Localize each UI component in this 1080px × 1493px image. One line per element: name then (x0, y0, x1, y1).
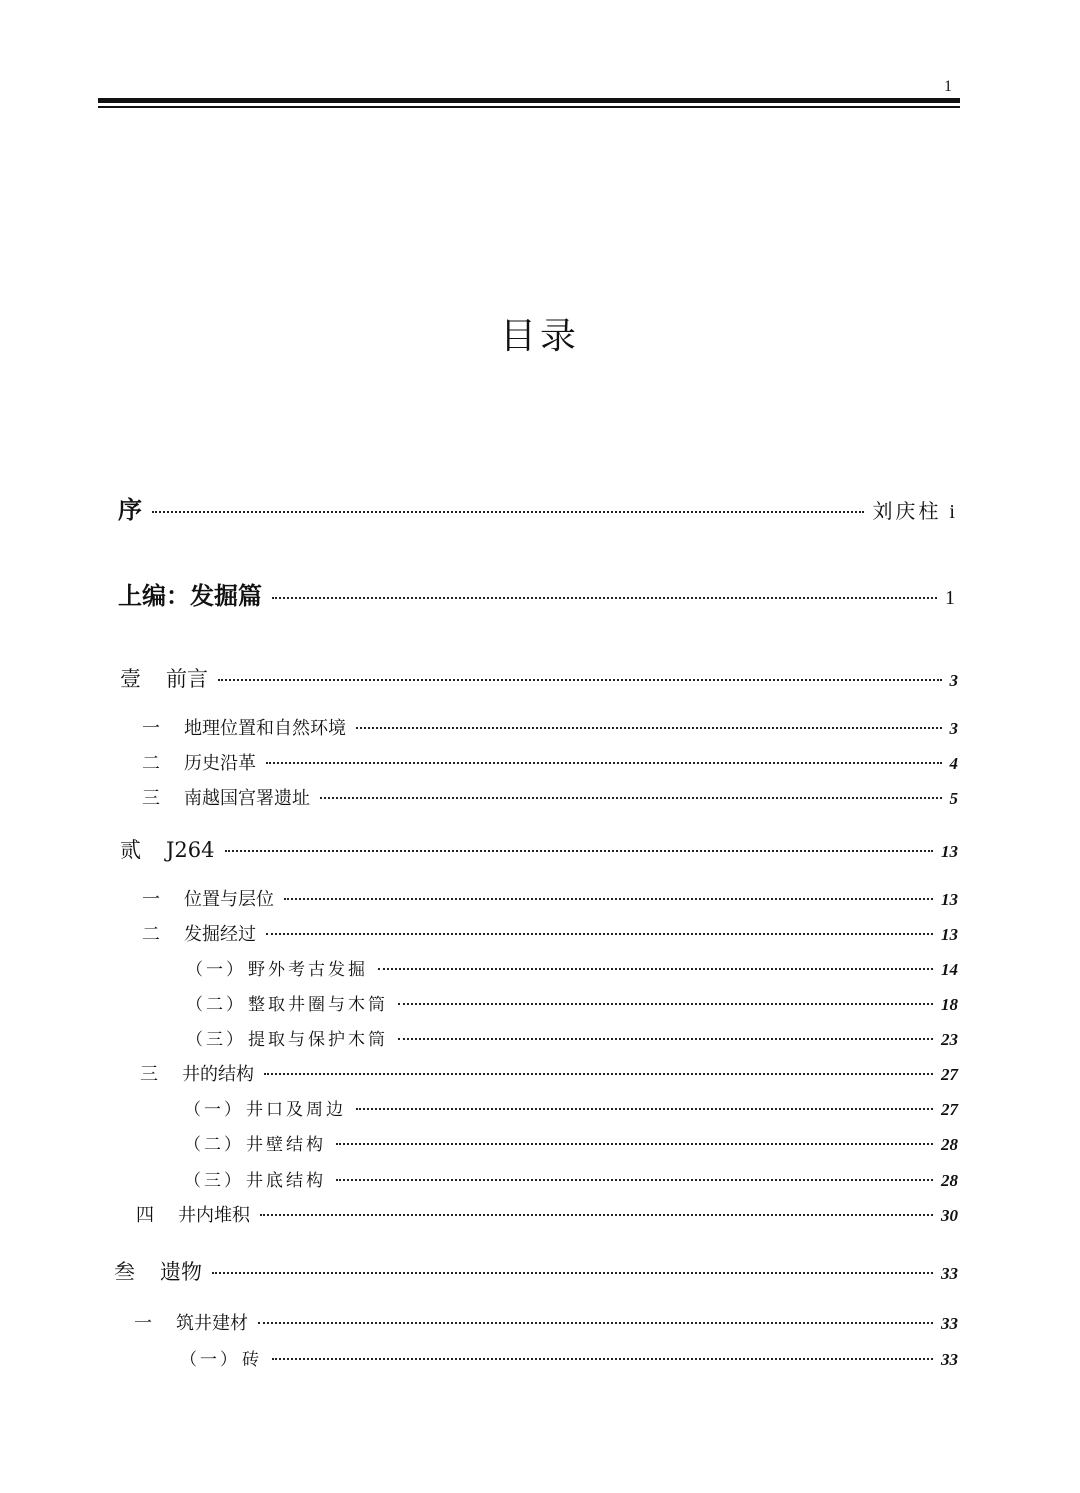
toc-entry-number: 二 (142, 924, 160, 945)
toc-entry-title: 遗物 (160, 1260, 202, 1284)
toc-entry-title: 井内堆积 (178, 1205, 250, 1226)
toc-entry[interactable] (114, 1256, 958, 1286)
toc-entry-number: （二） (186, 995, 246, 1015)
toc-entry-number: （三） (184, 1171, 244, 1191)
toc-dot-leader (258, 1322, 933, 1324)
toc-entry[interactable] (180, 1345, 958, 1370)
toc-entry[interactable] (136, 1201, 958, 1227)
toc-entry-number: （一） (180, 1350, 240, 1370)
toc-entry-title: 井的结构 (182, 1064, 254, 1085)
toc-entry-number: （一） (184, 1100, 244, 1120)
toc-entry-page: 14 (941, 960, 958, 979)
toc-entry-number: 一 (134, 1313, 152, 1334)
toc-entry[interactable] (118, 490, 958, 525)
header-rule-thin (98, 106, 960, 108)
toc-entry-number: （一） (186, 960, 246, 980)
toc-entry-title: 位置与层位 (184, 889, 274, 910)
toc-entry[interactable] (142, 749, 958, 775)
toc-entry-title: 南越国宫署遗址 (184, 788, 310, 809)
toc-entry-title: 井壁结构 (246, 1135, 326, 1155)
toc-entry-page: 3 (949, 719, 958, 738)
toc-entry-title: 发掘经过 (184, 924, 256, 945)
toc-dot-leader (225, 850, 933, 852)
toc-entry[interactable] (140, 1060, 958, 1086)
toc-entry-page: 28 (941, 1135, 958, 1154)
toc-entry-page: 30 (941, 1206, 958, 1225)
header-rule-thick (98, 98, 960, 103)
toc-entry-number: 四 (136, 1205, 154, 1226)
toc-entry-page: 28 (941, 1171, 958, 1190)
toc-entry[interactable] (186, 990, 958, 1015)
toc-entry-page: 4 (949, 754, 958, 773)
toc-entry-number: 三 (140, 1064, 158, 1085)
toc-entry[interactable] (184, 1130, 958, 1155)
toc-entry-title: 野外考古发掘 (248, 960, 368, 980)
toc-dot-leader (284, 898, 933, 900)
toc-dot-leader (260, 1214, 933, 1216)
toc-entry-title: 砖 (242, 1350, 262, 1370)
toc-dot-leader (336, 1143, 933, 1145)
page-number: 1 (944, 78, 952, 95)
toc-entry-title: 前言 (166, 667, 208, 691)
toc-entry[interactable] (186, 955, 958, 980)
toc-entry-number: 一 (142, 889, 160, 910)
toc-dot-leader (378, 968, 933, 970)
toc-dot-leader (218, 679, 942, 681)
toc-entry-number: 二 (142, 753, 160, 774)
toc-entry-title: J264 (166, 838, 215, 862)
toc-entry[interactable] (120, 834, 958, 864)
toc-dot-leader (356, 1108, 933, 1110)
toc-dot-leader (152, 511, 864, 513)
toc-entry-title: 历史沿革 (184, 753, 256, 774)
toc-entry-number: （二） (184, 1135, 244, 1155)
toc-entry-page: 3 (949, 671, 958, 690)
toc-dot-leader (398, 1038, 933, 1040)
toc-entry[interactable] (142, 885, 958, 911)
toc-dot-leader (272, 597, 937, 599)
toc-dot-leader (356, 727, 942, 729)
toc-entry-page: 1 (945, 587, 958, 609)
toc-entry-title: 序 (118, 495, 142, 524)
toc-dot-leader (320, 797, 942, 799)
toc-entry[interactable] (134, 1309, 958, 1335)
toc-entry-page: 33 (941, 1314, 958, 1333)
toc-entry-number: 贰 (120, 838, 141, 862)
toc-entry-page: 27 (941, 1100, 958, 1119)
toc-entry-number: 壹 (120, 667, 141, 691)
toc-entry-title: 井口及周边 (246, 1100, 346, 1120)
toc-entry-page: 33 (941, 1264, 958, 1283)
toc-dot-leader (266, 762, 942, 764)
toc-entry[interactable] (120, 663, 958, 693)
toc-entry-page: 18 (941, 995, 958, 1014)
toc-entry[interactable] (142, 714, 958, 740)
toc-entry-number: （三） (186, 1030, 246, 1050)
toc-entry-page: 23 (941, 1030, 958, 1049)
toc-entry[interactable] (118, 576, 958, 611)
toc-dot-leader (336, 1179, 933, 1181)
toc-entry-page: 13 (941, 925, 958, 944)
toc-entry-number: 叁 (114, 1260, 135, 1284)
toc-entry-page: 5 (949, 789, 958, 808)
toc-entry-page: 27 (941, 1065, 958, 1084)
toc-entry-title: 整取井圈与木筒 (248, 995, 388, 1015)
toc-dot-leader (266, 933, 933, 935)
toc-entry-title: 地理位置和自然环境 (184, 718, 346, 739)
page-title: 目录 (499, 316, 580, 357)
toc-entry-page: 刘庆柱 i (872, 501, 958, 523)
toc-entry-page: 33 (941, 1350, 958, 1369)
toc-entry-title: 井底结构 (246, 1171, 326, 1191)
toc-entry[interactable] (184, 1095, 958, 1120)
toc-entry-number: 一 (142, 718, 160, 739)
toc-entry[interactable] (186, 1025, 958, 1050)
toc-entry[interactable] (142, 784, 958, 810)
toc-entry-title: 筑井建材 (176, 1313, 248, 1334)
toc-dot-leader (212, 1272, 933, 1274)
toc-entry[interactable] (142, 920, 958, 946)
toc-entry-title: 上编：发掘篇 (118, 581, 262, 610)
toc-dot-leader (272, 1358, 933, 1360)
toc-dot-leader (264, 1073, 933, 1075)
toc-entry[interactable] (184, 1166, 958, 1191)
toc-entry-title: 提取与保护木筒 (248, 1030, 388, 1050)
toc-entry-number: 三 (142, 788, 160, 809)
toc-entry-page: 13 (941, 842, 958, 861)
toc-dot-leader (398, 1003, 933, 1005)
toc-entry-page: 13 (941, 890, 958, 909)
